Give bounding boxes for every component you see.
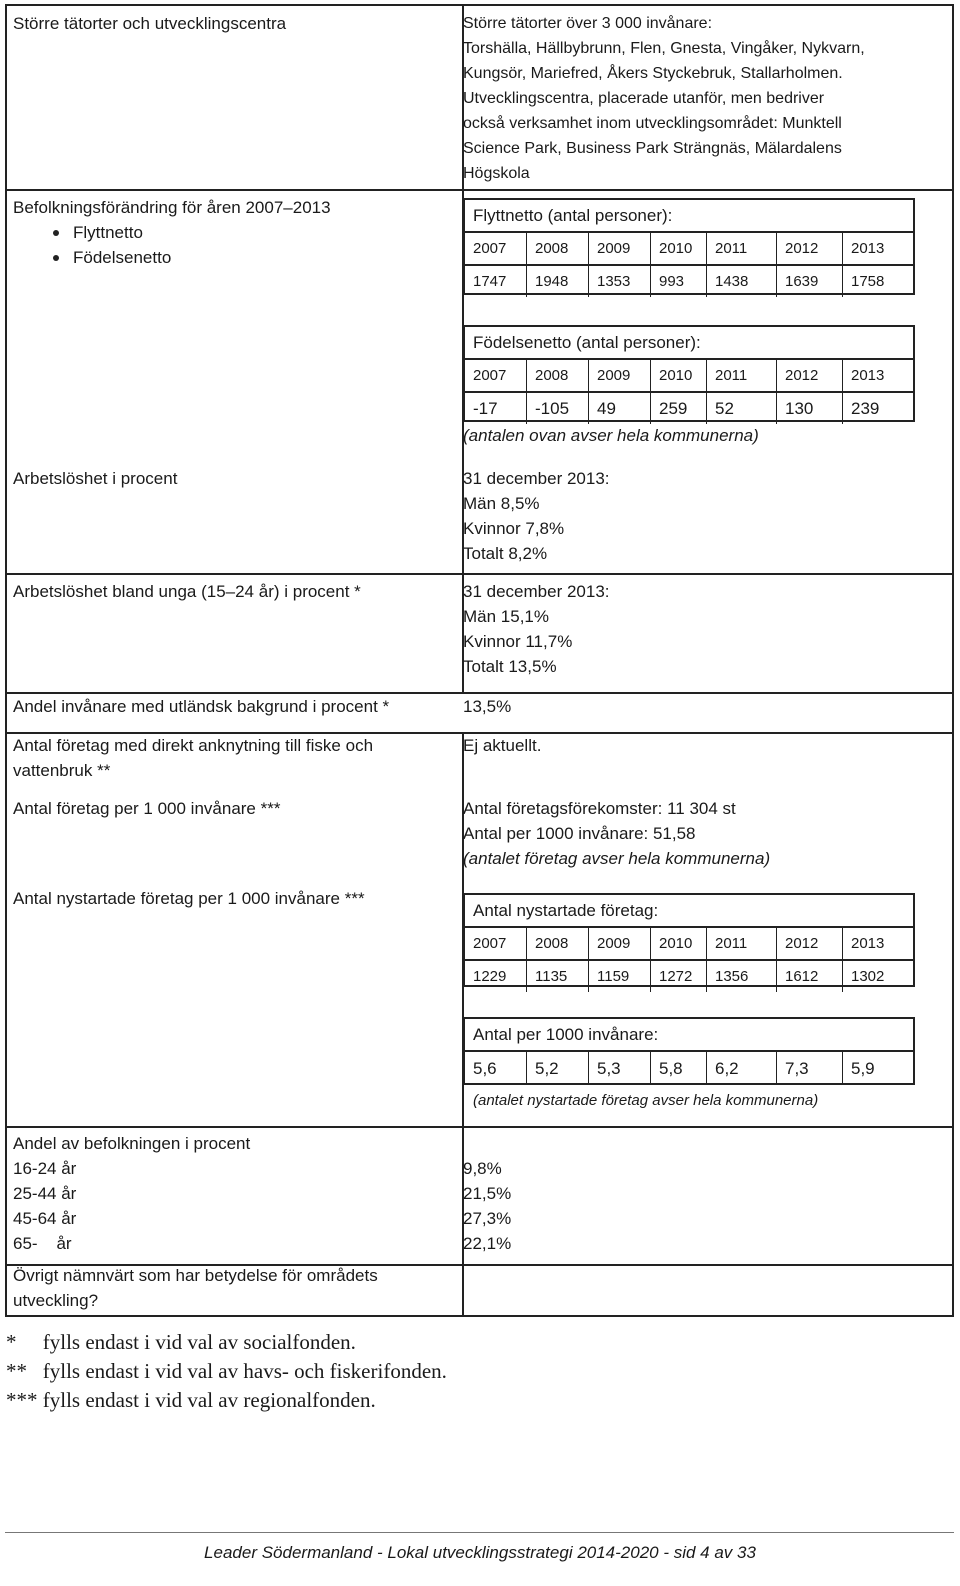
befolkning-title: Befolkningsförändring för åren 2007–2013 — [13, 198, 331, 217]
text-line: Andel av befolkningen i procent — [13, 1134, 251, 1153]
unga-values — [463, 579, 610, 679]
text-line: 31 december 2013: — [463, 469, 610, 488]
text-line: 27,3% — [463, 1209, 512, 1228]
nystartade-table — [463, 893, 915, 987]
text-line: 45-64 år — [13, 1209, 77, 1228]
arbetsloshet-values — [463, 466, 610, 566]
text-line: Utvecklingscentra, placerade utanför, men bedriver — [463, 90, 825, 107]
fodelse-note: (antalen ovan avser hela kommunerna) — [463, 426, 759, 445]
table-caption: Födelsenetto (antal personer): — [465, 327, 913, 360]
text-line: Kvinnor 11,7% — [463, 632, 573, 651]
year-cell: 2007 — [465, 360, 527, 393]
foretag-note: (antalet företag avser hela kommunerna) — [463, 849, 771, 868]
text-line: Torshälla, Hällbybrunn, Flen, Gnesta, Vingåker, Nykvarn, — [463, 40, 865, 57]
footnote: * fylls endast i vid val av socialfonden. — [6, 1330, 356, 1354]
text-line: Övrigt nämnvärt som har betydelse för områdets — [13, 1266, 378, 1285]
value-cell: 5,8 — [651, 1052, 707, 1085]
text-line: vattenbruk ** — [13, 761, 111, 780]
year-cell: 2007 — [465, 233, 527, 266]
ovrigt-label — [13, 1263, 378, 1313]
bullet-text: Födelsenetto — [73, 248, 172, 267]
flyttnetto-table — [463, 198, 915, 295]
text-line: Större tätorter över 3 000 invånare: — [463, 15, 713, 32]
fiske-value: Ej aktuellt. — [463, 736, 542, 755]
nystartade-label: Antal nystartade företag per 1 000 invånare *** — [13, 889, 365, 908]
text-line: Totalt 13,5% — [463, 657, 557, 676]
per1000-table — [463, 1017, 915, 1085]
value-cell: 7,3 — [777, 1052, 843, 1085]
footnote: *** fylls endast i vid val av regionalfonden. — [6, 1388, 376, 1412]
bullet-text: Flyttnetto — [73, 223, 143, 242]
value-cell: 1135 — [527, 961, 589, 992]
text-line: också verksamhet inom utvecklingsområdet: Munktell — [463, 115, 842, 132]
value-cell: 1356 — [707, 961, 777, 992]
text-line: 25-44 år — [13, 1184, 77, 1203]
value-cell: 5,9 — [851, 1059, 875, 1078]
table-caption: Antal nystartade företag: — [465, 895, 913, 928]
foretag-values — [463, 796, 770, 871]
value-cell: 1229 — [465, 961, 527, 992]
year-cell: 2009 — [589, 928, 651, 961]
text-line: 65- år — [13, 1234, 72, 1253]
per1000-note: (antalet nystartade företag avser hela kommunerna) — [473, 1092, 819, 1109]
value-cell: 993 — [651, 266, 707, 297]
text-line: 9,8% — [463, 1159, 502, 1178]
utlandsk-value: 13,5% — [463, 697, 512, 716]
text-line: 22,1% — [463, 1234, 512, 1253]
year-cell: 2012 — [777, 360, 843, 393]
text-line: Science Park, Business Park Strängnäs, Mälardalens — [463, 140, 842, 157]
foretag-label: Antal företag per 1 000 invånare *** — [13, 799, 281, 818]
year-cell: 2013 — [843, 360, 913, 393]
text-line: Män 15,1% — [463, 607, 549, 626]
text-line: utveckling? — [13, 1291, 99, 1310]
footnote: ** fylls endast i vid val av havs- och fiskerifonden. — [6, 1359, 447, 1383]
text-line: Kvinnor 7,8% — [463, 519, 565, 538]
text-line: Kungsör, Mariefred, Åkers Styckebruk, Stallarholmen. — [463, 65, 843, 82]
table-caption: Antal per 1000 invånare: — [465, 1019, 913, 1052]
year-cell: 2013 — [843, 233, 913, 266]
row-label-tatorter: Större tätorter och utvecklingscentra — [13, 14, 287, 33]
row-divider — [7, 1126, 952, 1128]
year-cell: 2012 — [777, 233, 843, 266]
value-cell: 130 — [777, 393, 843, 424]
text-line: Antal företagsförekomster: 11 304 st — [463, 799, 736, 818]
utlandsk-label: Andel invånare med utländsk bakgrund i procent * — [13, 697, 390, 716]
table-caption: Flyttnetto (antal personer): — [465, 200, 913, 233]
bullet-item — [13, 220, 331, 245]
value-cell: 1747 — [465, 266, 527, 297]
year-cell: 2010 — [651, 233, 707, 266]
bullet-icon — [53, 255, 59, 261]
year-cell: 2011 — [707, 360, 777, 393]
text-line: Antal företag med direkt anknytning till fiske och — [13, 736, 374, 755]
tatorter-text — [463, 11, 865, 186]
value-cell: 1302 — [851, 968, 885, 985]
value-cell: 1353 — [589, 266, 651, 297]
value-cell: 5,3 — [589, 1052, 651, 1085]
year-cell: 2008 — [527, 233, 589, 266]
page-footer: Leader Södermanland - Lokal utvecklingsstrategi 2014-2020 - sid 4 av 33 — [204, 1543, 756, 1562]
text-line: Män 8,5% — [463, 494, 540, 513]
year-cell: 2009 — [589, 233, 651, 266]
year-cell: 2008 — [527, 928, 589, 961]
value-cell: 1758 — [851, 273, 885, 290]
bullet-item — [13, 245, 331, 270]
value-cell: 52 — [707, 393, 777, 424]
value-cell: 5,6 — [465, 1052, 527, 1085]
value-cell: 1948 — [527, 266, 589, 297]
andel-values — [463, 1156, 511, 1256]
value-cell: 1639 — [777, 266, 843, 297]
value-cell: 259 — [651, 393, 707, 424]
year-cell: 2008 — [527, 360, 589, 393]
fodelsenetto-table — [463, 325, 915, 422]
andel-label — [13, 1131, 250, 1256]
year-cell: 2010 — [651, 360, 707, 393]
footnotes — [6, 1328, 447, 1415]
befolkning-label — [13, 195, 331, 270]
year-cell: 2011 — [707, 928, 777, 961]
fiske-label — [13, 733, 373, 783]
text-line: Totalt 8,2% — [463, 544, 548, 563]
row-divider — [7, 573, 952, 575]
value-cell: 1159 — [589, 961, 651, 992]
text-line: Högskola — [463, 165, 530, 182]
year-cell: 2012 — [777, 928, 843, 961]
text-line: 31 december 2013: — [463, 582, 610, 601]
year-cell: 2009 — [589, 360, 651, 393]
bullet-icon — [53, 230, 59, 236]
text-line: 16-24 år — [13, 1159, 77, 1178]
year-cell: 2013 — [843, 928, 913, 961]
year-cell: 2011 — [707, 233, 777, 266]
year-cell: 2007 — [465, 928, 527, 961]
year-cell: 2010 — [651, 928, 707, 961]
arbetsloshet-label: Arbetslöshet i procent — [13, 469, 178, 488]
text-line: 21,5% — [463, 1184, 512, 1203]
footer-rule — [5, 1532, 954, 1533]
text-line: Antal per 1000 invånare: 51,58 — [463, 824, 696, 843]
value-cell: 49 — [589, 393, 651, 424]
value-cell: 1438 — [707, 266, 777, 297]
value-cell: 1272 — [651, 961, 707, 992]
unga-label: Arbetslöshet bland unga (15–24 år) i procent * — [13, 582, 361, 601]
value-cell: 6,2 — [707, 1052, 777, 1085]
row-divider — [7, 189, 952, 191]
value-cell: 1612 — [777, 961, 843, 992]
value-cell: 239 — [851, 399, 880, 418]
value-cell: -17 — [465, 393, 527, 424]
value-cell: -105 — [527, 393, 589, 424]
value-cell: 5,2 — [527, 1052, 589, 1085]
